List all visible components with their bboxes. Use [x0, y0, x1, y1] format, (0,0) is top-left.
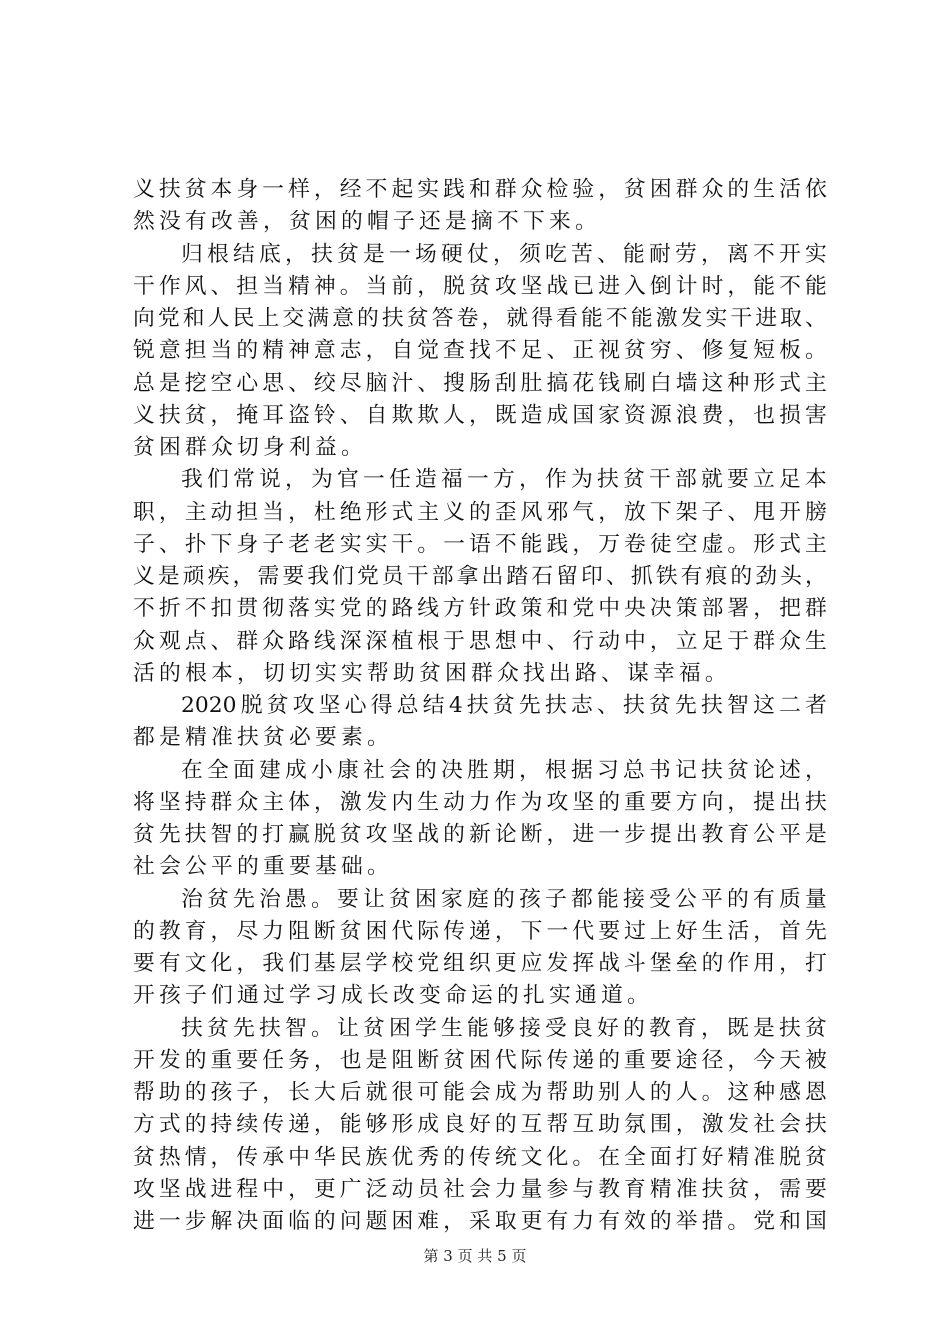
text-line: 帮 助 的 孩 子 ， 长 大 后 就 很 可 能 会 成 为 帮 助 别 人 的 人 。 这 种 感 恩 [133, 1080, 827, 1105]
text-line: 贫 先 扶 智 的 打 赢 脱 贫 攻 坚 战 的 新 论 断 ， 进 一 步 提 出 教 育 公 平 是 [133, 822, 827, 847]
text-line: 进 一 步 解 决 面 临 的 问 题 困 难 ， 采 取 更 有 力 有 效 的 举 措 。 党 和 国 [133, 1209, 827, 1234]
text-line: 众 观 点 、 群 众 路 线 深 深 植 根 于 思 想 中 、 行 动 中 ， 立 足 于 群 众 生 [133, 628, 827, 654]
text-line: 锐 意 担 当 的 精 神 意 志 ， 自 觉 查 找 不 足 、 正 视 贫 穷 、 修 复 短 板 。 [133, 338, 827, 364]
text-line: 在 全 面 建 成 小 康 社 会 的 决 胜 期 ， 根 据 习 总 书 记 扶 贫 论 述 ， [181, 757, 827, 783]
text-line: 义 扶 贫 本 身 一 样 ， 经 不 起 实 践 和 群 众 检 验 ， 贫 困 群 众 的 生 活 依 [133, 177, 827, 202]
text-line: 开 发 的 重 要 任 务 ， 也 是 阻 断 贫 困 代 际 传 递 的 重 要 途 径 ， 今 天 被 [133, 1047, 827, 1073]
text-line: 社会公平的重要基础。 [133, 854, 393, 880]
text-line: 方 式 的 持 续 传 递 ， 能 够 形 成 良 好 的 互 帮 互 助 氛 围 ， 激 发 社 会 扶 [133, 1112, 827, 1138]
page-footer: 第 3 页 共 5 页 [423, 1247, 527, 1265]
text-line: 2020 脱 贫 攻 坚 心 得 总 结 4 扶 贫 先 扶 志 、 扶 贫 先 扶 智 这 二 者 [181, 693, 827, 718]
text-line: 扶 贫 先 扶 智 。 让 贫 困 学 生 能 够 接 受 良 好 的 教 育 ， 既 是 扶 贫 [181, 1015, 827, 1041]
text-line: 贫 热 情 ， 传 承 中 华 民 族 优 秀 的 传 统 文 化 。 在 全 面 打 好 精 准 脱 贫 [133, 1144, 827, 1170]
text-line: 然没有改善，贫困的帽子还是摘不下来。 [133, 209, 601, 235]
text-line: 干 作 风 、 担 当 精 神 。 当 前 ， 脱 贫 攻 坚 战 已 进 入 倒 计 时 ， 能 不 能 [133, 273, 827, 299]
text-line: 治 贫 先 治 愚 。 要 让 贫 困 家 庭 的 孩 子 都 能 接 受 公 平 的 有 质 量 [181, 886, 827, 912]
text-line: 的 教 育 ， 尽 力 阻 断 贫 困 代 际 传 递 ， 下 一 代 要 过 上 好 生 活 ， 首 先 [133, 918, 827, 944]
text-line: 总 是 挖 空 心 思 、 绞 尽 脑 汁 、 搜 肠 刮 肚 搞 花 钱 刷 白 墙 这 种 形 式 主 [133, 370, 827, 396]
text-line: 攻 坚 战 进 程 中 ， 更 广 泛 动 员 社 会 力 量 参 与 教 育 精 准 扶 贫 ， 需 要 [133, 1176, 827, 1202]
text-line: 义 扶 贫 ， 掩 耳 盗 铃 、 自 欺 欺 人 ， 既 造 成 国 家 资 源 浪 费 ， 也 损 害 [133, 402, 827, 428]
text-line: 义 是 顽 疾 ， 需 要 我 们 党 员 干 部 拿 出 踏 石 留 印 、 抓 铁 有 痕 的 劲 头 ， [133, 564, 827, 589]
text-line: 要 有 文 化 ， 我 们 基 层 学 校 党 组 织 更 应 发 挥 战 斗 堡 垒 的 作 用 ， 打 [133, 951, 827, 976]
text-line: 向 党 和 人 民 上 交 满 意 的 扶 贫 答 卷 ， 就 得 看 能 不 能 激 发 实 干 进 取 、 [133, 306, 827, 331]
text-line: 职 ， 主 动 担 当 ， 杜 绝 形 式 主 义 的 歪 风 邪 气 ， 放 下 架 子 、 甩 开 膀 [133, 499, 827, 525]
text-line: 将 坚 持 群 众 主 体 ， 激 发 内 生 动 力 作 为 攻 坚 的 重 要 方 向 ， 提 出 扶 [133, 789, 827, 815]
text-line: 开孩子们通过学习成长改变命运的扎实通道。 [133, 983, 653, 1009]
text-line: 都是精准扶贫必要素。 [133, 725, 393, 751]
document-body [133, 174, 827, 1238]
text-line: 活的根本，切切实实帮助贫困群众找出路、谋幸福。 [133, 660, 731, 686]
text-line: 我 们 常 说 ， 为 官 一 任 造 福 一 方 ， 作 为 扶 贫 干 部 就 要 立 足 本 [181, 467, 827, 493]
text-line: 不 折 不 扣 贯 彻 落 实 党 的 路 线 方 针 政 策 和 党 中 央 决 策 部 署 ， 把 群 [133, 596, 827, 622]
text-line: 归 根 结 底 ， 扶 贫 是 一 场 硬 仗 ， 须 吃 苦 、 能 耐 劳 ， 离 不 开 实 [181, 241, 827, 267]
text-line: 贫困群众切身利益。 [133, 435, 367, 460]
text-line: 子 、 扑 下 身 子 老 老 实 实 干 。 一 语 不 能 践 ， 万 卷 徒 空 虚 。 形 式 主 [133, 531, 827, 557]
